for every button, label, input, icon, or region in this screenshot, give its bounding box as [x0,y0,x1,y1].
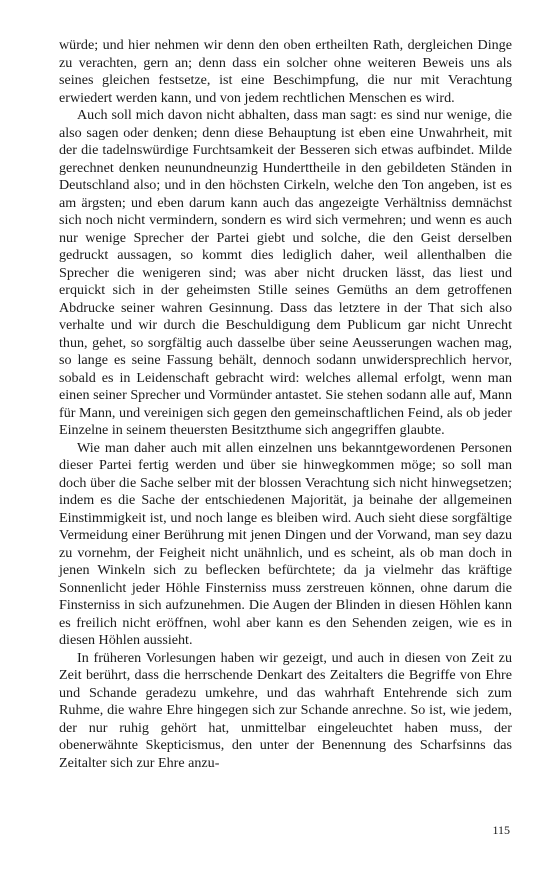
paragraph-2: Auch soll mich davon nicht abhalten, dass man sagt: es sind nur wenige, die also sagen oder denken; denn diese Behauptung ist eben eine Unwahrheit, mit der die tadelnswürdige Furchtsamkeit der Besseren sich etwas aufbindet. Milde gerechnet denken neunundneunzig Hunderttheile in den gebildeten Ständen in Deutschland also; und in den höchsten Cirkeln, welche den Ton angeben, ist es am ärgsten; und eben darum kann auch das angezeigte Verhältniss demnächst sich noch nicht vermindern, sondern es wird sich vermehren; und wenn es auch nur wenige Sprecher der Partei giebt und solche, die den Geist derselben gedruckt aussagen, so kommt dies lediglich daher, weil allenthalben die Sprecher die wenigeren sind; was aber nicht drucken lässt, das liest und erquickt sich in der geheimsten Stille seines Gemüths an dem getroffenen Abdrucke seiner wahren Gesinnung. Dass das letztere in der That sich also verhalte und wir durch die Beschuldigung dem Publicum gar nicht Unrecht thun, gehet, so sorgfältig auch dasselbe über seine Aeusserungen wachen mag, so lange es seine Fassung behält, dennoch sodann unwidersprechlich hervor, sobald es in Leidenschaft gebracht wird: welches allemal erfolgt, wenn man einen seiner Sprecher und Vormünder antastet. Sie stehen sodann alle auf, Mann für Mann, und vereinigen sich gegen den gemeinschaftlichen Feind, als ob jeder Einzelne in seinem theuersten Besitzthume sich angegriffen glaubte. [59,107,512,438]
document-page [59,37,512,772]
paragraph-3: Wie man daher auch mit allen einzelnen uns bekanntgewordenen Personen dieser Partei fertig werden und über sie hinwegkommen möge; so soll man doch über die Sache selber mit der blossen Verachtung sich nicht hinwegsetzen; indem es die Sache der entschiedenen Majorität, ja beinahe der allgemeinen Einstimmigkeit ist, und noch lange es bleiben wird. Auch sieht diese sorgfältige Vermeidung einer Berührung mit jenen Dingen und der Vorwand, man sey dazu zu vornehm, der Feigheit nicht unähnlich, und es scheint, als ob man doch in jenen Winkeln sich zu beflecken befürchtete; da ja vielmehr das kräftige Sonnenlicht jeder Höhle Finsterniss muss zerstreuen können, ohne darum die Finsterniss in sich aufzunehmen. Die Augen der Blinden in diesen Höhlen kann es freilich nicht eröffnen, wohl aber kann es den Sehenden zeigen, wie es in diesen Höhlen aussieht. [59,439,512,648]
paragraph-1: würde; und hier nehmen wir denn den oben ertheilten Rath, dergleichen Dinge zu verachten, gern an; denn dass ein solcher ohne weiteren Beweis uns als seines gleichen festsetze, ist eine Beschimpfung, die nur mit Verachtung erwiedert werden kann, und von jedem rechtlichen Menschen es wird. [59,37,512,106]
paragraph-4: In früheren Vorlesungen haben wir gezeigt, und auch in diesen von Zeit zu Zeit berührt, dass die herrschende Denkart des Zeitalters die Begriffe von Ehre und Schande geradezu umkehre, und das wahrhaft Entehrende sich zum Ruhme, die wahre Ehre hingegen sich zur Schande anrechne. So ist, wie jedem, der nur ruhig gehört hat, unmittelbar eingeleuchtet haben muss, der obenerwähnte Skepticismus, den unter der Benennung des Scharfsinns das Zeitalter sich zur Ehre anzu- [59,649,512,771]
page-number: 115 [492,823,510,837]
